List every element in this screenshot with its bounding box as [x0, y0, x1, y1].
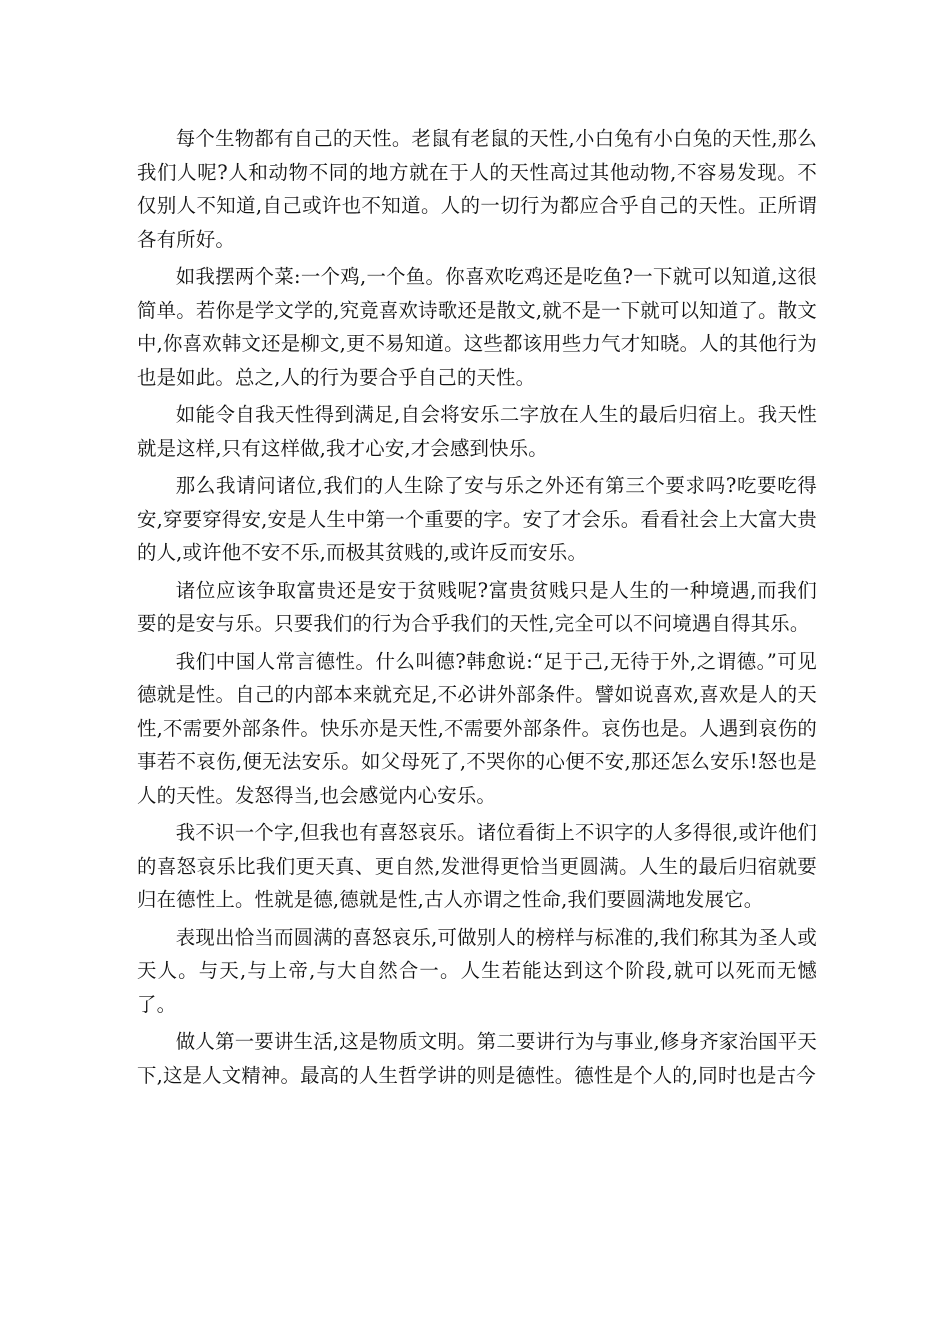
paragraph-8: 表现出恰当而圆满的喜怒哀乐,可做别人的榜样与标准的,我们称其为圣人或天人。与天,与上帝,与大自然合一。人生若能达到这个阶段,就可以死而无憾了。 [137, 925, 817, 1016]
paragraph-9: 做人第一要讲生活,这是物质文明。第二要讲行为与事业,修身齐家治国平天下,这是人文精神。最高的人生哲学讲的则是德性。德性是个人的,同时也是古今 [137, 1030, 817, 1087]
paragraph-1: 每个生物都有自己的天性。老鼠有老鼠的天性,小白兔有小白兔的天性,那么我们人呢?人和动物不同的地方就在于人的天性高过其他动物,不容易发现。不仅别人不知道,自己或许也不知道。人的一切行为都应合乎自己的天性。正所谓各有所好。 [137, 127, 817, 251]
paragraph-7: 我不识一个字,但我也有喜怒哀乐。诸位看街上不识字的人多得很,或许他们的喜怒哀乐比我们更天真、更自然,发泄得更恰当更圆满。人生的最后归宿就要归在德性上。性就是德,德就是性,古人亦谓之性命,我们要圆满地发展它。 [137, 821, 817, 911]
document-body [137, 122, 817, 1096]
paragraph-6: 我们中国人常言德性。什么叫德?韩愈说:“足于己,无待于外,之谓德。”可见德就是性。自己的内部本来就充足,不必讲外部条件。譬如说喜欢,喜欢是人的天性,不需要外部条件。快乐亦是天性,不需要外部条件。哀伤也是。人遇到哀伤的事若不哀伤,便无法安乐。如父母死了,不哭你的心便不安,那还怎么安乐!怒也是人的天性。发怒得当,也会感觉内心安乐。 [137, 649, 817, 807]
paragraph-4: 那么我请问诸位,我们的人生除了安与乐之外还有第三个要求吗?吃要吃得安,穿要穿得安,安是人生中第一个重要的字。安了才会乐。看看社会上大富大贵的人,或许他不安不乐,而极其贫贱的,或许反而安乐。 [137, 474, 817, 564]
paragraph-3: 如能令自我天性得到满足,自会将安乐二字放在人生的最后归宿上。我天性就是这样,只有这样做,我才心安,才会感到快乐。 [137, 403, 817, 460]
paragraph-2: 如我摆两个菜:一个鸡,一个鱼。你喜欢吃鸡还是吃鱼?一下就可以知道,这很简单。若你是学文学的,究竟喜欢诗歌还是散文,就不是一下就可以知道了。散文中,你喜欢韩文还是柳文,更不易知道。这些都该用些力气才知晓。人的其他行为也是如此。总之,人的行为要合乎自己的天性。 [137, 265, 817, 389]
paragraph-5: 诸位应该争取富贵还是安于贫贱呢?富贵贫贱只是人生的一种境遇,而我们要的是安与乐。只要我们的行为合乎我们的天性,完全可以不问境遇自得其乐。 [137, 578, 817, 635]
